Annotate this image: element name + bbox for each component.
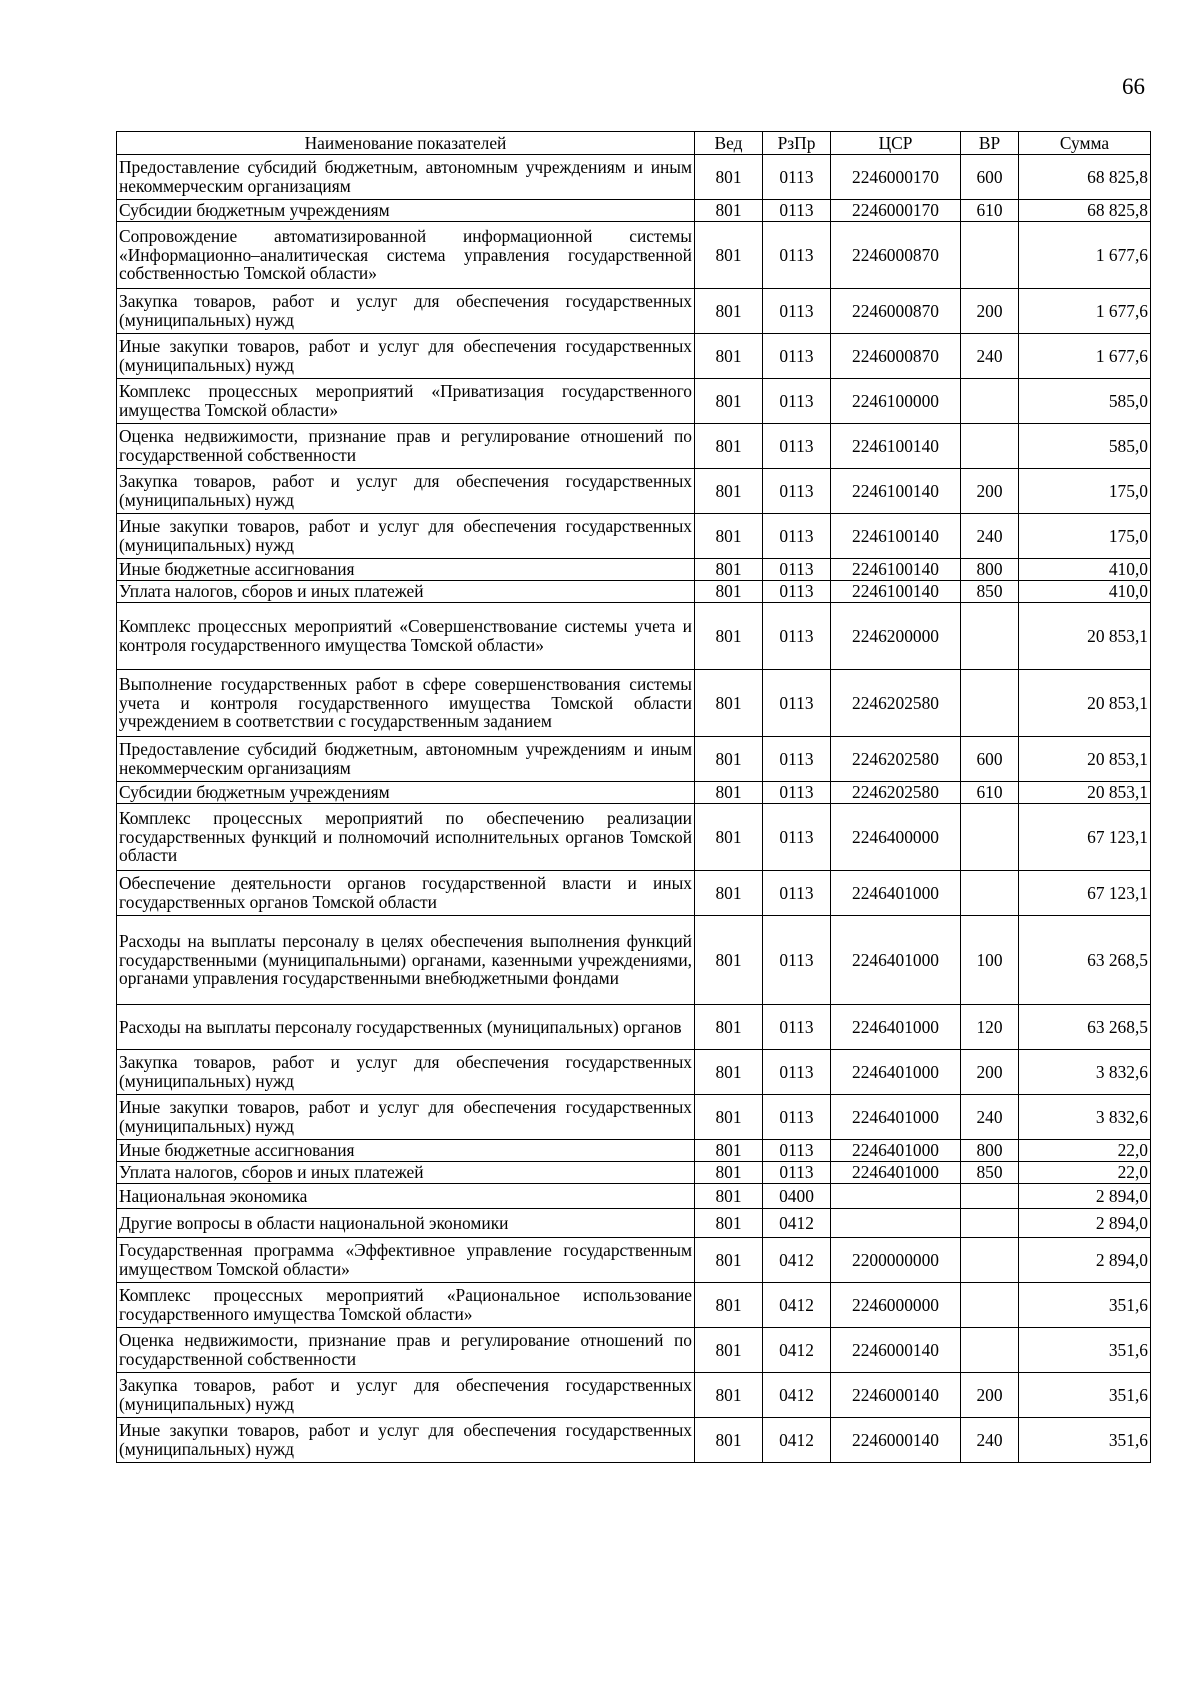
cell-rzpr: 0412: [763, 1283, 831, 1328]
table-body: [117, 155, 1151, 1463]
table-row: [117, 1373, 1151, 1418]
cell-name: Иные закупки товаров, работ и услуг для обеспечения государственных (муниципальных) нужд: [117, 514, 695, 559]
cell-name: Другие вопросы в области национальной экономики: [117, 1209, 695, 1238]
cell-rzpr: 0113: [763, 222, 831, 289]
table-row: [117, 1238, 1151, 1283]
cell-rzpr: 0412: [763, 1373, 831, 1418]
table-row: [117, 737, 1151, 782]
cell-sum: 1 677,6: [1019, 334, 1151, 379]
cell-name: Обеспечение деятельности органов государственной власти и иных государственных органов Томской области: [117, 871, 695, 916]
cell-rzpr: 0113: [763, 559, 831, 581]
cell-csr: 2246000140: [831, 1418, 961, 1463]
cell-ved: 801: [695, 581, 763, 603]
cell-sum: 22,0: [1019, 1140, 1151, 1162]
cell-csr: 2246000870: [831, 289, 961, 334]
cell-vr: [961, 379, 1019, 424]
cell-csr: 2246000140: [831, 1328, 961, 1373]
table-row: [117, 469, 1151, 514]
cell-rzpr: 0113: [763, 581, 831, 603]
cell-name: Расходы на выплаты персоналу государственных (муниципальных) органов: [117, 1005, 695, 1050]
table-row: [117, 514, 1151, 559]
cell-ved: 801: [695, 424, 763, 469]
cell-name: Комплекс процессных мероприятий «Совершенствование системы учета и контроля государственного имущества Томской области»: [117, 603, 695, 670]
cell-sum: 3 832,6: [1019, 1050, 1151, 1095]
cell-csr: 2246100140: [831, 424, 961, 469]
cell-sum: 3 832,6: [1019, 1095, 1151, 1140]
cell-sum: 351,6: [1019, 1373, 1151, 1418]
cell-ved: 801: [695, 155, 763, 200]
cell-ved: 801: [695, 737, 763, 782]
cell-sum: 2 894,0: [1019, 1238, 1151, 1283]
cell-ved: 801: [695, 1373, 763, 1418]
cell-ved: 801: [695, 1050, 763, 1095]
cell-csr: 2246000870: [831, 222, 961, 289]
cell-sum: 1 677,6: [1019, 222, 1151, 289]
cell-sum: 351,6: [1019, 1418, 1151, 1463]
cell-rzpr: 0113: [763, 1050, 831, 1095]
cell-rzpr: 0113: [763, 514, 831, 559]
cell-rzpr: 0113: [763, 916, 831, 1005]
table-header-row: [117, 132, 1151, 155]
cell-rzpr: 0113: [763, 155, 831, 200]
cell-csr: 2246100000: [831, 379, 961, 424]
table-row: [117, 1328, 1151, 1373]
cell-rzpr: 0113: [763, 804, 831, 871]
cell-vr: [961, 1184, 1019, 1209]
table-row: [117, 782, 1151, 804]
cell-vr: 600: [961, 737, 1019, 782]
cell-ved: 801: [695, 1140, 763, 1162]
cell-ved: 801: [695, 871, 763, 916]
cell-name: Иные закупки товаров, работ и услуг для обеспечения государственных (муниципальных) нужд: [117, 1418, 695, 1463]
cell-ved: 801: [695, 334, 763, 379]
header-sum: Сумма: [1019, 132, 1151, 155]
table-row: [117, 1184, 1151, 1209]
cell-csr: 2200000000: [831, 1238, 961, 1283]
cell-name: Уплата налогов, сборов и иных платежей: [117, 1162, 695, 1184]
cell-name: Комплекс процессных мероприятий по обеспечению реализации государственных функций и полномочий исполнительных органов Томской области: [117, 804, 695, 871]
cell-sum: 68 825,8: [1019, 200, 1151, 222]
page-number: 66: [1122, 74, 1145, 99]
table-row: [117, 916, 1151, 1005]
cell-name: Закупка товаров, работ и услуг для обеспечения государственных (муниципальных) нужд: [117, 1050, 695, 1095]
cell-ved: 801: [695, 222, 763, 289]
table-row: [117, 670, 1151, 737]
cell-sum: 22,0: [1019, 1162, 1151, 1184]
cell-sum: 1 677,6: [1019, 289, 1151, 334]
cell-ved: 801: [695, 804, 763, 871]
cell-ved: 801: [695, 1095, 763, 1140]
cell-vr: 200: [961, 1050, 1019, 1095]
cell-csr: 2246200000: [831, 603, 961, 670]
cell-rzpr: 0113: [763, 1095, 831, 1140]
cell-ved: 801: [695, 1184, 763, 1209]
table-row: [117, 379, 1151, 424]
cell-vr: 120: [961, 1005, 1019, 1050]
cell-vr: [961, 670, 1019, 737]
cell-name: Государственная программа «Эффективное управление государственным имуществом Томской области»: [117, 1238, 695, 1283]
cell-csr: 2246100140: [831, 559, 961, 581]
table-row: [117, 1418, 1151, 1463]
cell-ved: 801: [695, 1418, 763, 1463]
cell-rzpr: 0113: [763, 200, 831, 222]
cell-rzpr: 0113: [763, 334, 831, 379]
table-row: [117, 581, 1151, 603]
table-row: [117, 1209, 1151, 1238]
cell-vr: [961, 871, 1019, 916]
cell-ved: 801: [695, 1238, 763, 1283]
cell-csr: 2246401000: [831, 1095, 961, 1140]
cell-vr: 240: [961, 1095, 1019, 1140]
cell-sum: 175,0: [1019, 514, 1151, 559]
header-name: Наименование показателей: [117, 132, 695, 155]
table-row: [117, 200, 1151, 222]
cell-csr: 2246401000: [831, 1005, 961, 1050]
cell-vr: 240: [961, 514, 1019, 559]
cell-name: Оценка недвижимости, признание прав и регулирование отношений по государственной собственности: [117, 1328, 695, 1373]
cell-sum: 410,0: [1019, 559, 1151, 581]
cell-vr: [961, 222, 1019, 289]
cell-vr: 610: [961, 782, 1019, 804]
header-ved: Вед: [695, 132, 763, 155]
cell-rzpr: 0412: [763, 1418, 831, 1463]
cell-name: Закупка товаров, работ и услуг для обеспечения государственных (муниципальных) нужд: [117, 469, 695, 514]
cell-ved: 801: [695, 1328, 763, 1373]
cell-csr: 2246000870: [831, 334, 961, 379]
cell-ved: 801: [695, 1283, 763, 1328]
cell-csr: [831, 1209, 961, 1238]
cell-csr: 2246000000: [831, 1283, 961, 1328]
cell-vr: 600: [961, 155, 1019, 200]
cell-csr: 2246401000: [831, 916, 961, 1005]
cell-csr: 2246100140: [831, 581, 961, 603]
cell-sum: 351,6: [1019, 1328, 1151, 1373]
cell-rzpr: 0113: [763, 782, 831, 804]
cell-ved: 801: [695, 200, 763, 222]
cell-sum: 410,0: [1019, 581, 1151, 603]
cell-ved: 801: [695, 782, 763, 804]
cell-name: Национальная экономика: [117, 1184, 695, 1209]
budget-table: [116, 131, 1151, 1463]
cell-vr: 200: [961, 289, 1019, 334]
table-row: [117, 334, 1151, 379]
table-row: [117, 1095, 1151, 1140]
cell-csr: 2246401000: [831, 1050, 961, 1095]
cell-csr: [831, 1184, 961, 1209]
cell-name: Комплекс процессных мероприятий «Рациональное использование государственного имущества Томской области»: [117, 1283, 695, 1328]
cell-vr: 850: [961, 1162, 1019, 1184]
cell-ved: 801: [695, 1005, 763, 1050]
cell-name: Расходы на выплаты персоналу в целях обеспечения выполнения функций государственными (муниципальными) органами, казенными учреждениями, органами управления государственными внебюджетными фондами: [117, 916, 695, 1005]
cell-csr: 2246202580: [831, 670, 961, 737]
cell-sum: 351,6: [1019, 1283, 1151, 1328]
cell-rzpr: 0113: [763, 1162, 831, 1184]
cell-vr: [961, 1328, 1019, 1373]
cell-csr: 2246401000: [831, 871, 961, 916]
cell-sum: 20 853,1: [1019, 737, 1151, 782]
cell-sum: 68 825,8: [1019, 155, 1151, 200]
cell-ved: 801: [695, 603, 763, 670]
cell-ved: 801: [695, 379, 763, 424]
cell-name: Оценка недвижимости, признание прав и регулирование отношений по государственной собственности: [117, 424, 695, 469]
cell-csr: 2246000140: [831, 1373, 961, 1418]
cell-sum: 20 853,1: [1019, 782, 1151, 804]
header-csr: ЦСР: [831, 132, 961, 155]
cell-ved: 801: [695, 670, 763, 737]
cell-vr: 610: [961, 200, 1019, 222]
cell-name: Закупка товаров, работ и услуг для обеспечения государственных (муниципальных) нужд: [117, 1373, 695, 1418]
cell-sum: 585,0: [1019, 379, 1151, 424]
cell-ved: 801: [695, 514, 763, 559]
cell-vr: [961, 1238, 1019, 1283]
cell-name: Закупка товаров, работ и услуг для обеспечения государственных (муниципальных) нужд: [117, 289, 695, 334]
cell-rzpr: 0400: [763, 1184, 831, 1209]
table-row: [117, 804, 1151, 871]
header-vr: ВР: [961, 132, 1019, 155]
header-rzpr: РзПр: [763, 132, 831, 155]
cell-rzpr: 0113: [763, 1140, 831, 1162]
cell-rzpr: 0412: [763, 1209, 831, 1238]
cell-name: Субсидии бюджетным учреждениям: [117, 782, 695, 804]
cell-sum: 175,0: [1019, 469, 1151, 514]
cell-name: Субсидии бюджетным учреждениям: [117, 200, 695, 222]
cell-sum: 585,0: [1019, 424, 1151, 469]
cell-csr: 2246401000: [831, 1140, 961, 1162]
cell-sum: 20 853,1: [1019, 603, 1151, 670]
cell-rzpr: 0113: [763, 670, 831, 737]
cell-ved: 801: [695, 469, 763, 514]
cell-rzpr: 0113: [763, 289, 831, 334]
cell-name: Иные закупки товаров, работ и услуг для обеспечения государственных (муниципальных) нужд: [117, 1095, 695, 1140]
cell-vr: 240: [961, 334, 1019, 379]
cell-name: Иные бюджетные ассигнования: [117, 559, 695, 581]
cell-rzpr: 0412: [763, 1238, 831, 1283]
table-row: [117, 603, 1151, 670]
cell-rzpr: 0113: [763, 603, 831, 670]
cell-sum: 63 268,5: [1019, 1005, 1151, 1050]
cell-ved: 801: [695, 1162, 763, 1184]
cell-csr: 2246000170: [831, 155, 961, 200]
cell-vr: 200: [961, 469, 1019, 514]
table-row: [117, 1140, 1151, 1162]
cell-name: Выполнение государственных работ в сфере совершенствования системы учета и контроля государственного имущества Томской области учреждением в соответствии с государственным заданием: [117, 670, 695, 737]
cell-ved: 801: [695, 289, 763, 334]
table-row: [117, 222, 1151, 289]
cell-vr: [961, 1283, 1019, 1328]
cell-rzpr: 0113: [763, 1005, 831, 1050]
table-row: [117, 1050, 1151, 1095]
table-row: [117, 155, 1151, 200]
cell-name: Уплата налогов, сборов и иных платежей: [117, 581, 695, 603]
cell-csr: 2246100140: [831, 469, 961, 514]
cell-vr: [961, 424, 1019, 469]
table-row: [117, 1005, 1151, 1050]
cell-csr: 2246100140: [831, 514, 961, 559]
cell-sum: 67 123,1: [1019, 871, 1151, 916]
table-row: [117, 424, 1151, 469]
cell-name: Предоставление субсидий бюджетным, автономным учреждениям и иным некоммерческим организациям: [117, 155, 695, 200]
cell-vr: 240: [961, 1418, 1019, 1463]
cell-sum: 63 268,5: [1019, 916, 1151, 1005]
table-row: [117, 289, 1151, 334]
cell-rzpr: 0113: [763, 424, 831, 469]
cell-rzpr: 0113: [763, 871, 831, 916]
cell-vr: [961, 603, 1019, 670]
cell-vr: 200: [961, 1373, 1019, 1418]
cell-name: Сопровождение автоматизированной информационной системы «Информационно–аналитическая система управления государственной собственностью Томской области»: [117, 222, 695, 289]
cell-ved: 801: [695, 916, 763, 1005]
cell-rzpr: 0113: [763, 469, 831, 514]
cell-sum: 2 894,0: [1019, 1209, 1151, 1238]
cell-sum: 20 853,1: [1019, 670, 1151, 737]
cell-name: Комплекс процессных мероприятий «Приватизация государственного имущества Томской области»: [117, 379, 695, 424]
cell-csr: 2246401000: [831, 1162, 961, 1184]
cell-vr: [961, 804, 1019, 871]
cell-vr: [961, 1209, 1019, 1238]
cell-vr: 800: [961, 559, 1019, 581]
cell-csr: 2246000170: [831, 200, 961, 222]
cell-name: Иные бюджетные ассигнования: [117, 1140, 695, 1162]
cell-vr: 100: [961, 916, 1019, 1005]
cell-vr: 850: [961, 581, 1019, 603]
cell-vr: 800: [961, 1140, 1019, 1162]
cell-csr: 2246400000: [831, 804, 961, 871]
cell-name: Иные закупки товаров, работ и услуг для обеспечения государственных (муниципальных) нужд: [117, 334, 695, 379]
cell-csr: 2246202580: [831, 737, 961, 782]
table-row: [117, 1162, 1151, 1184]
cell-name: Предоставление субсидий бюджетным, автономным учреждениям и иным некоммерческим организациям: [117, 737, 695, 782]
cell-ved: 801: [695, 559, 763, 581]
table-row: [117, 559, 1151, 581]
cell-sum: 2 894,0: [1019, 1184, 1151, 1209]
table-row: [117, 871, 1151, 916]
cell-rzpr: 0412: [763, 1328, 831, 1373]
cell-rzpr: 0113: [763, 379, 831, 424]
table-row: [117, 1283, 1151, 1328]
cell-ved: 801: [695, 1209, 763, 1238]
cell-rzpr: 0113: [763, 737, 831, 782]
cell-sum: 67 123,1: [1019, 804, 1151, 871]
cell-csr: 2246202580: [831, 782, 961, 804]
